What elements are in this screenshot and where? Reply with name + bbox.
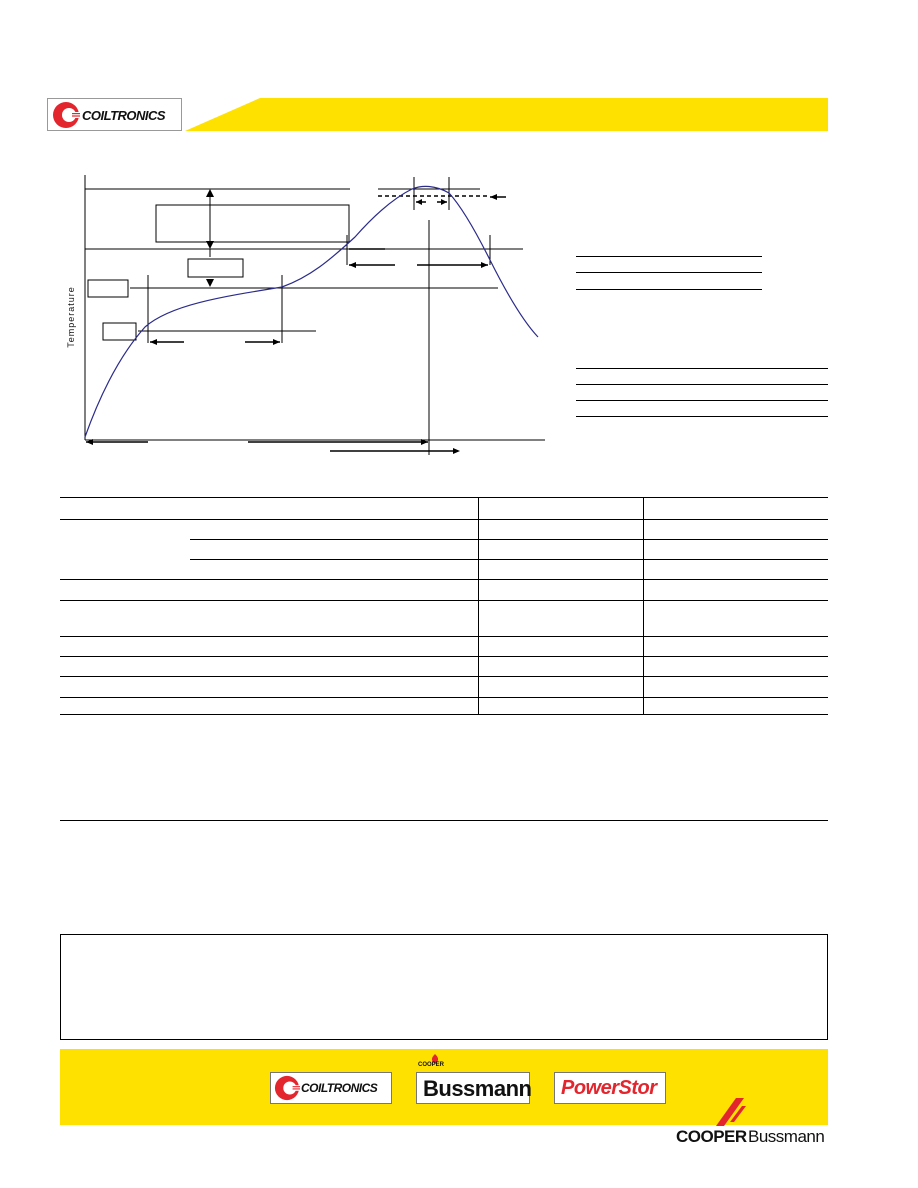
side-rule (576, 384, 828, 385)
side-rule (576, 256, 762, 257)
y-axis-label-wrap (52, 286, 92, 350)
table-rule (60, 697, 828, 698)
bussmann-text: Bussmann (748, 1127, 825, 1146)
bussmann-brand-logo (416, 1072, 530, 1104)
table-rule (190, 559, 828, 560)
side-rule (576, 416, 828, 417)
coiltronics-brand-logo (270, 1072, 392, 1104)
table-rule (190, 539, 828, 540)
side-rule (576, 289, 762, 290)
bussmann-top-mark (418, 1054, 458, 1072)
logo-text: COILTRONICS (82, 108, 166, 123)
coiltronics-c-logo-icon (52, 101, 80, 129)
table-rule (60, 714, 828, 715)
cooper-text: COOPER (676, 1127, 747, 1146)
notes-box (60, 934, 828, 1040)
header-yellow-band (185, 98, 828, 131)
profile-curve (85, 186, 538, 437)
table-rule (60, 497, 828, 498)
side-rule (576, 400, 828, 401)
powerstor-brand-text: PowerStor (561, 1077, 657, 1099)
side-rule (576, 272, 762, 273)
table-rule (60, 656, 828, 657)
table-rule (60, 636, 828, 637)
table-col-divider (478, 497, 479, 714)
table-rule (60, 600, 828, 601)
table-rule (60, 579, 828, 580)
bussmann-cooper-small: COOPER (418, 1062, 445, 1068)
reflow-profile-chart (60, 165, 560, 465)
cooper-bussmann-logo (676, 1124, 828, 1150)
section-divider (60, 820, 828, 821)
bussmann-brand-text: Bussmann (423, 1076, 532, 1101)
side-rule (576, 368, 828, 369)
powerstor-brand-logo (554, 1072, 666, 1104)
coiltronics-brand-text: COILTRONICS (301, 1081, 378, 1095)
y-axis-label: Temperature (65, 286, 76, 348)
table-rule (60, 519, 828, 520)
table-rule (60, 676, 828, 677)
coiltronics-logo (47, 98, 182, 131)
table-col-divider (643, 497, 644, 714)
cooper-stripes-icon (716, 1098, 746, 1126)
coiltronics-c-logo-icon (274, 1075, 300, 1101)
